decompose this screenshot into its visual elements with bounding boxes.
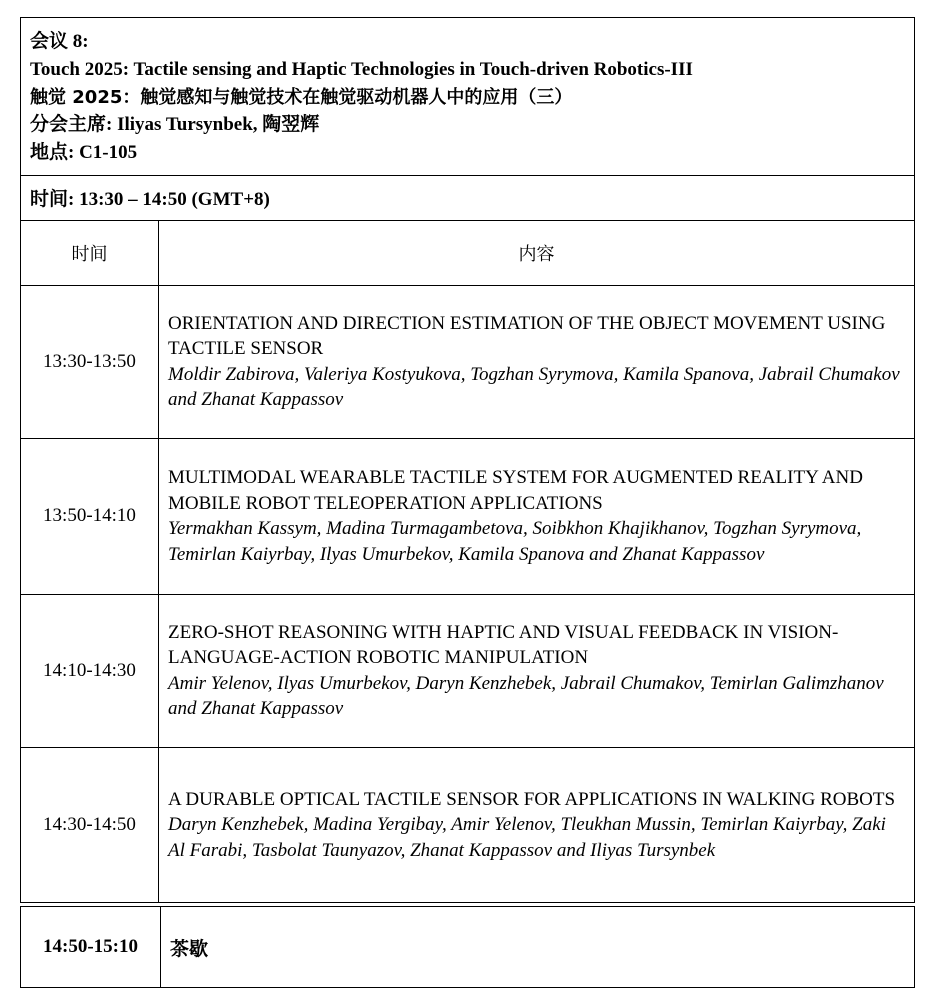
paper-authors: Amir Yelenov, Ilyas Umurbekov, Daryn Kenzhebek, Jabrail Chumakov, Temirlan Galimzhanov and Zhanat Kappassov bbox=[168, 672, 884, 720]
table-row bbox=[21, 747, 915, 902]
paper-time-slot: 14:10-14:30 bbox=[21, 594, 159, 747]
table-row bbox=[21, 285, 915, 438]
table-row bbox=[21, 438, 915, 594]
session-title-en: Touch 2025: Tactile sensing and Haptic Technologies in Touch-driven Robotics-III bbox=[30, 58, 693, 80]
paper-title: ZERO-SHOT REASONING WITH HAPTIC AND VISUAL FEEDBACK IN VISION-LANGUAGE-ACTION ROBOTIC MANIPULATION bbox=[168, 621, 839, 669]
column-header-time: 时间 bbox=[21, 220, 159, 285]
session-table bbox=[20, 17, 915, 903]
table-row bbox=[21, 594, 915, 747]
session-location bbox=[30, 139, 905, 167]
paper-content bbox=[159, 747, 915, 902]
paper-title: MULTIMODAL WEARABLE TACTILE SYSTEM FOR AUGMENTED REALITY AND MOBILE ROBOT TELEOPERATION APPLICATIONS bbox=[168, 467, 863, 514]
paper-title: A DURABLE OPTICAL TACTILE SENSOR FOR APPLICATIONS IN WALKING ROBOTS bbox=[168, 788, 896, 810]
session-title-cn: 触觉 2025：触觉感知与触觉技术在触觉驱动机器人中的应用（三） bbox=[30, 86, 573, 108]
column-header-row bbox=[21, 220, 915, 285]
session-header bbox=[21, 18, 915, 176]
location-value: C1-105 bbox=[79, 142, 138, 164]
paper-authors: Yermakhan Kassym, Madina Turmagambetova, Soibkhon Khajikhanov, Togzhan Syrymova, Temirlan Kaiyrbay, Ilyas Umurbekov, Kamila Spanova and Zhanat Kappassov bbox=[168, 518, 862, 565]
paper-time-slot: 13:50-14:10 bbox=[21, 438, 159, 594]
tea-break-table bbox=[20, 906, 915, 988]
paper-content bbox=[159, 285, 915, 438]
location-label: 地点: bbox=[30, 142, 80, 164]
session-time bbox=[21, 175, 915, 220]
time-value: 13:30 – 14:50 (GMT+8) bbox=[79, 189, 270, 211]
tea-break-time: 14:50-15:10 bbox=[21, 907, 161, 988]
paper-content bbox=[159, 594, 915, 747]
chairs-value: Iliyas Tursynbek, 陶翌辉 bbox=[117, 114, 320, 136]
tea-break-row bbox=[21, 907, 915, 988]
session-number: 会议 8: bbox=[30, 31, 89, 52]
column-header-content: 内容 bbox=[159, 220, 915, 285]
tea-break-label: 茶歇 bbox=[161, 907, 915, 988]
paper-time-slot: 14:30-14:50 bbox=[21, 747, 159, 902]
paper-time-slot: 13:30-13:50 bbox=[21, 285, 159, 438]
chairs-label: 分会主席: bbox=[30, 114, 118, 136]
session-chairs bbox=[30, 111, 905, 139]
paper-authors: Moldir Zabirova, Valeriya Kostyukova, Togzhan Syrymova, Kamila Spanova, Jabrail Chumakov and Zhanat Kappassov bbox=[168, 363, 900, 411]
paper-title: ORIENTATION AND DIRECTION ESTIMATION OF THE OBJECT MOVEMENT USING TACTILE SENSOR bbox=[168, 312, 886, 360]
session-header-row bbox=[21, 18, 915, 176]
paper-content bbox=[159, 438, 915, 594]
session-time-row bbox=[21, 175, 915, 220]
paper-authors: Daryn Kenzhebek, Madina Yergibay, Amir Yelenov, Tleukhan Mussin, Temirlan Kaiyrbay, Zaki Al Farabi, Tasbolat Taunyazov, Zhanat Kappassov and Iliyas Tursynbek bbox=[168, 814, 886, 861]
time-label: 时间: bbox=[30, 189, 80, 211]
